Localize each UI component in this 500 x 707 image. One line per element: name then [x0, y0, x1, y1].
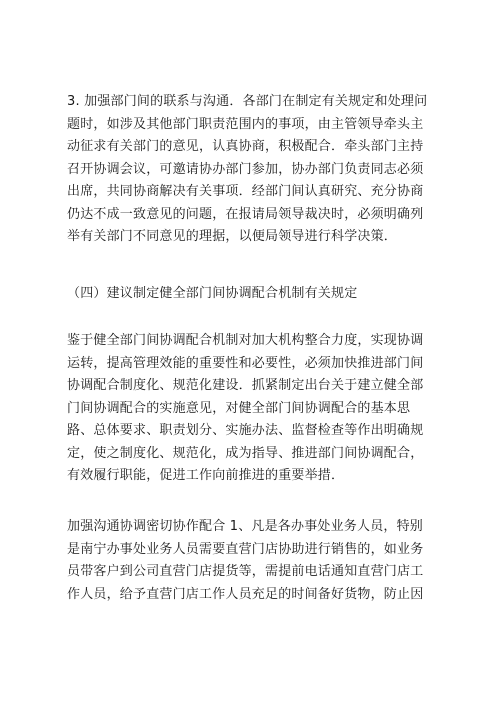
text-line: 鉴于健全部门间协调配合机制对加大机构整合力度，实现协调 [67, 333, 424, 348]
text-line: 题时，如涉及其他部门职责范围内的事项，由主管领导牵头主 [67, 116, 424, 132]
text-line: 出席，共同协商解决有关事项．经部门间认真研究、充分协商 [67, 184, 424, 199]
text-line: 召开协调会议，可邀请协办部门参加，协办部门负责同志必须 [67, 161, 424, 177]
paragraph-store-cooperation [67, 516, 436, 606]
text-line: 员带客户到公司直营门店提货等，需提前电话通知直营门店工 [67, 564, 424, 579]
paragraph-department-communication [67, 91, 436, 249]
text-line: 协调配合制度化、规范化建设．抓紧制定出台关于建立健全部 [67, 378, 424, 393]
text-line: 定，使之制度化、规范化，成为指导、推进部门间协调配合， [67, 445, 424, 461]
text-line: 加强沟通协调密切协作配合 1、凡是各办事处业务人员，特别 [67, 519, 424, 534]
heading-text: （四）建议制定健全部门间协调配合机制有关规定 [67, 286, 358, 301]
section-heading [67, 283, 436, 306]
text-line: 举有关部门不同意见的理据，以便局领导进行科学决策． [67, 229, 398, 244]
text-line: 动征求有关部门的意见，认真协商，积极配合．牵头部门主持 [67, 139, 424, 154]
text-line: 3. 加强部门间的联系与沟通．各部门在制定有关规定和处理问 [67, 94, 428, 109]
text-line: 运转，提高管理效能的重要性和必要性，必须加快推进部门间 [67, 355, 424, 371]
text-line: 有效履行职能，促进工作向前推进的重要举措． [67, 468, 345, 483]
text-line: 作人员，给予直营门店工作人员充足的时间备好货物，防止因 [67, 586, 424, 602]
text-line: 门间协调配合的实施意见，对健全部门间协调配合的基本思 [67, 400, 411, 416]
paragraph-coordination-mechanism [67, 330, 436, 488]
text-line: 仍达不成一致意见的问题，在报请局领导裁决时，必须明确列 [67, 206, 424, 222]
text-line: 是南宁办事处业务人员需要直营门店协助进行销售的，如业务 [67, 541, 424, 557]
text-line: 路、总体要求、职责划分、实施办法、监督检查等作出明确规 [67, 423, 424, 438]
